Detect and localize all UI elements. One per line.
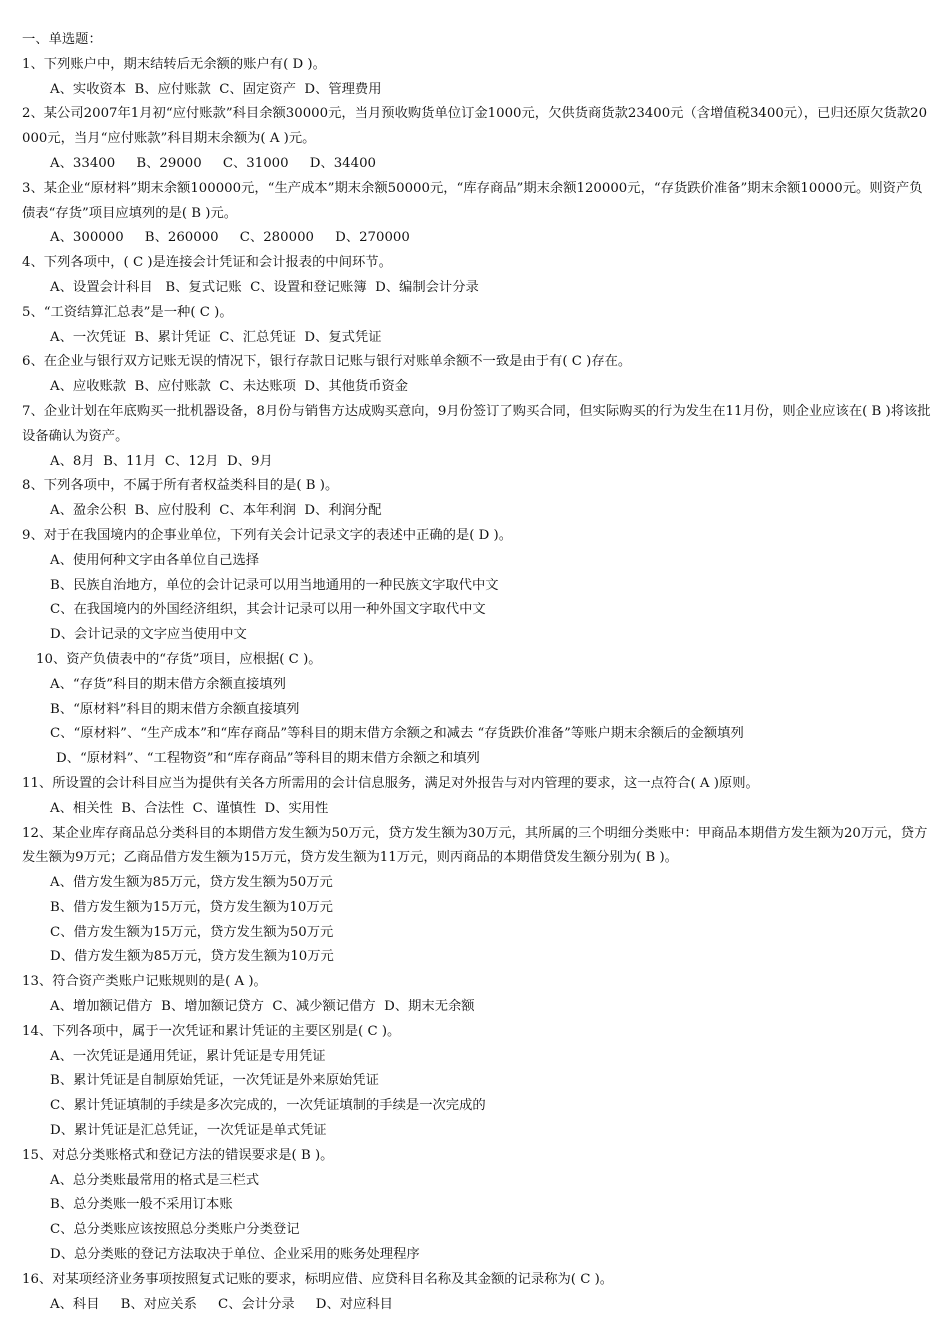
question-text: 15、对总分类账格式和登记方法的错误要求是( B )。 — [22, 1147, 334, 1163]
option-c: C、在我国境内的外国经济组织，其会计记录可以用一种外国文字取代中文 — [50, 602, 486, 618]
question-14 — [22, 1020, 932, 1144]
question-15 — [22, 1144, 932, 1268]
question-options: A、300000 B、260000 C、280000 D、270000 — [50, 230, 410, 246]
question-4 — [22, 251, 932, 301]
question-text: 13、符合资产类账户记账规则的是( A )。 — [22, 974, 267, 990]
option-b: B、总分类账一般不采用订本账 — [50, 1197, 233, 1213]
option-c: C、“原材料”、“生产成本”和“库存商品”等科目的期末借方余额之和减去 “存货跌价准备”等账户期末余额后的金额填列 — [50, 726, 744, 742]
option-b: B、借方发生额为15万元，贷方发生额为10万元 — [50, 899, 333, 915]
question-text: 2、某公司2007年1月初“应付账款”科目余额30000元，当月预收购货单位订金1000元，欠供货商货款23400元（含增值税3400元），已归还原欠货款20000元，当月“应付账款”科目期末余额为( A )元。 — [22, 106, 928, 147]
option-d: D、累计凭证是汇总凭证，一次凭证是单式凭证 — [50, 1123, 327, 1139]
option-b: B、民族自治地方，单位的会计记录可以用当地通用的一种民族文字取代中文 — [50, 577, 499, 593]
question-7 — [22, 400, 932, 474]
option-b: B、累计凭证是自制原始凭证，一次凭证是外来原始凭证 — [50, 1073, 379, 1089]
option-d: D、总分类账的登记方法取决于单位、企业采用的账务处理程序 — [50, 1247, 420, 1263]
option-b: B、“原材料”科目的期末借方余额直接填列 — [50, 701, 300, 717]
question-options: A、设置会计科目 B、复式记账 C、设置和登记账簿 D、编制会计分录 — [50, 279, 479, 295]
question-text: 12、某企业库存商品总分类科目的本期借方发生额为50万元，贷方发生额为30万元，其所属的三个明细分类账中：甲商品本期借方发生额为20万元，贷方发生额为9万元；乙商品借方发生额为15万元，贷方发生额为11万元，则丙商品的本期借贷发生额分别为( B )。 — [22, 825, 928, 866]
question-options: A、应收账款 B、应付账款 C、未达账项 D、其他货币资金 — [50, 379, 409, 395]
question-options: A、一次凭证 B、累计凭证 C、汇总凭证 D、复式凭证 — [50, 329, 382, 345]
option-d: D、会计记录的文字应当使用中文 — [50, 627, 247, 643]
question-2 — [22, 102, 932, 176]
question-12 — [22, 822, 932, 971]
question-text: 7、企业计划在年底购买一批机器设备，8月份与销售方达成购买意向，9月份签订了购买合同，但实际购买的行为发生在11月份，则企业应该在( B )将该批设备确认为资产。 — [22, 403, 931, 444]
option-a: A、“存货”科目的期末借方余额直接填列 — [50, 676, 286, 692]
option-a: A、使用何种文字由各单位自己选择 — [50, 552, 260, 568]
option-a: A、总分类账最常用的格式是三栏式 — [50, 1172, 260, 1188]
question-8 — [22, 474, 932, 524]
option-d: D、“原材料”、“工程物资”和“库存商品”等科目的期末借方余额之和填列 — [56, 751, 480, 767]
option-c: C、借方发生额为15万元，贷方发生额为50万元 — [50, 924, 334, 940]
question-text: 6、在企业与银行双方记账无误的情况下，银行存款日记账与银行对账单余额不一致是由于有( C )存在。 — [22, 354, 632, 370]
question-16 — [22, 1268, 932, 1318]
question-options: A、增加额记借方 B、增加额记贷方 C、减少额记借方 D、期末无余额 — [50, 999, 475, 1015]
question-9 — [22, 524, 932, 648]
question-text: 3、某企业“原材料”期末余额100000元，“生产成本”期末余额50000元，“库存商品”期末余额120000元，“存货跌价准备”期末余额10000元。则资产负债表“存货”项目应填列的是( B )元。 — [22, 180, 923, 221]
question-text: 5、“工资结算汇总表”是一种( C )。 — [22, 304, 233, 320]
question-options: A、实收资本 B、应付账款 C、固定资产 D、管理费用 — [50, 81, 382, 97]
question-1 — [22, 53, 932, 103]
question-text: 9、对于在我国境内的企事业单位，下列有关会计记录文字的表述中正确的是( D )。 — [22, 527, 513, 543]
question-text: 1、下列账户中，期末结转后无余额的账户有( D )。 — [22, 56, 326, 72]
question-5 — [22, 301, 932, 351]
option-a: A、一次凭证是通用凭证，累计凭证是专用凭证 — [50, 1048, 326, 1064]
option-c: C、总分类账应该按照总分类账户分类登记 — [50, 1222, 300, 1238]
question-options: A、盈余公积 B、应付股利 C、本年利润 D、利润分配 — [50, 503, 382, 519]
question-options: A、8月 B、11月 C、12月 D、9月 — [50, 453, 273, 469]
question-options: A、科目 B、对应关系 C、会计分录 D、对应科目 — [50, 1296, 393, 1312]
question-text: 8、下列各项中，不属于所有者权益类科目的是( B )。 — [22, 478, 339, 494]
question-3 — [22, 177, 932, 251]
question-text: 16、对某项经济业务事项按照复式记账的要求，标明应借、应贷科目名称及其金额的记录称为( C )。 — [22, 1271, 614, 1287]
question-10 — [22, 648, 932, 772]
question-13 — [22, 970, 932, 1020]
question-text: 11、所设置的会计科目应当为提供有关各方所需用的会计信息服务，满足对外报告与对内管理的要求，这一点符合( A )原则。 — [22, 775, 759, 791]
question-text: 14、下列各项中，属于一次凭证和累计凭证的主要区别是( C )。 — [22, 1023, 401, 1039]
option-d: D、借方发生额为85万元，贷方发生额为10万元 — [50, 949, 334, 965]
option-a: A、借方发生额为85万元，贷方发生额为50万元 — [50, 875, 333, 891]
option-c: C、累计凭证填制的手续是多次完成的，一次凭证填制的手续是一次完成的 — [50, 1098, 486, 1114]
question-6 — [22, 350, 932, 400]
question-options: A、33400 B、29000 C、31000 D、34400 — [50, 155, 376, 171]
question-11 — [22, 772, 932, 822]
question-text: 10、资产负债表中的“存货”项目，应根据( C )。 — [36, 651, 322, 667]
section-title: 一、单选题： — [22, 32, 102, 47]
question-text: 4、下列各项中，( C )是连接会计凭证和会计报表的中间环节。 — [22, 255, 392, 271]
question-options: A、相关性 B、合法性 C、谨慎性 D、实用性 — [50, 800, 329, 816]
